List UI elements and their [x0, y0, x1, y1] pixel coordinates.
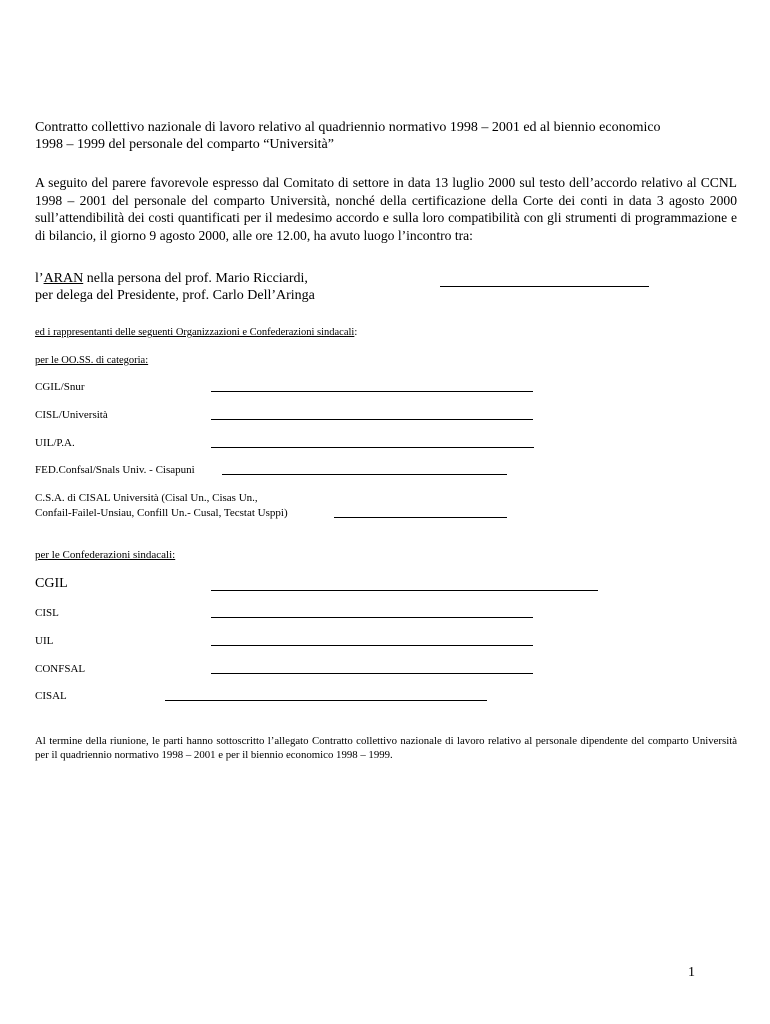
confederation-cisl-label: CISL — [35, 607, 59, 619]
confederation-cisal-signature-line — [165, 700, 487, 701]
confederation-cgil-signature-line — [211, 590, 598, 591]
representatives-heading-text: ed i rappresentanti delle seguenti Organizzazioni e Confederazioni sindacali — [35, 327, 355, 338]
union-cisl-universita-signature-line — [211, 419, 533, 420]
union-fed-confsal-label: FED.Confsal/Snals Univ. - Cisapuni — [35, 464, 195, 476]
intro-paragraph: A seguito del parere favorevole espresso dal Comitato di settore in data 13 luglio 2000 sul testo dell’accordo relativo al CCNL 1998 – 2001 del personale del comparto Università, nonché della certificazione della Corte dei conti in data 3 agosto 2000 sull’attendibilità dei costi quantificati per il medesimo accordo e sulla loro compatibilità con gli strumenti di programmazione e di bilancio, il giorno 9 agosto 2000, alle ore 12.00, ha avuto luogo l’incontro tra: — [35, 175, 737, 243]
union-fed-confsal-signature-line — [222, 474, 507, 475]
union-csa-label-line-2: Confail-Failel-Unsiau, Confill Un.- Cusal, Tecstat Usppi) — [35, 507, 288, 519]
confederation-confsal-signature-line — [211, 673, 533, 674]
union-cgil-snur-label: CGIL/Snur — [35, 381, 85, 393]
union-uil-pa-label: UIL/P.A. — [35, 437, 75, 449]
page-number: 1 — [688, 965, 695, 980]
union-cisl-universita-label: CISL/Università — [35, 409, 108, 421]
representatives-heading — [35, 326, 357, 339]
closing-paragraph: Al termine della riunione, le parti hanno sottoscritto l’allegato Contratto collettivo nazionale di lavoro relativo al personale dipendente del comparto Università per il quadriennio normativo 1998 – 2001 e per il biennio economico 1998 – 1999. — [35, 735, 737, 761]
aran-name: ARAN — [43, 271, 84, 286]
aran-rest: nella persona del prof. Mario Ricciardi, — [83, 271, 308, 286]
aran-signature-line — [440, 286, 649, 287]
title-line-1: Contratto collettivo nazionale di lavoro relativo al quadriennio normativo 1998 – 2001 ed al biennio economico — [35, 120, 661, 135]
confederation-cisl-signature-line — [211, 617, 533, 618]
union-csa-signature-line — [334, 517, 507, 518]
union-cgil-snur-signature-line — [211, 391, 533, 392]
union-csa-label-line-1: C.S.A. di CISAL Università (Cisal Un., Cisas Un., — [35, 492, 258, 504]
union-uil-pa-signature-line — [211, 447, 534, 448]
representatives-colon: : — [354, 327, 358, 338]
confederation-confsal-label: CONFSAL — [35, 663, 86, 675]
confederations-heading: per le Confederazioni sindacali: — [35, 549, 176, 561]
confederation-cgil-label: CGIL — [35, 576, 68, 591]
title-line-2: 1998 – 1999 del personale del comparto “Università” — [35, 137, 334, 152]
confederation-uil-signature-line — [211, 645, 533, 646]
confederation-uil-label: UIL — [35, 635, 54, 647]
confederation-cisal-label: CISAL — [35, 690, 67, 702]
aran-line-2: per delega del Presidente, prof. Carlo Dell’Aringa — [35, 288, 315, 303]
aran-prefix: l’ — [35, 271, 44, 286]
aran-line-1 — [35, 271, 308, 287]
category-heading: per le OO.SS. di categoria: — [35, 355, 149, 366]
